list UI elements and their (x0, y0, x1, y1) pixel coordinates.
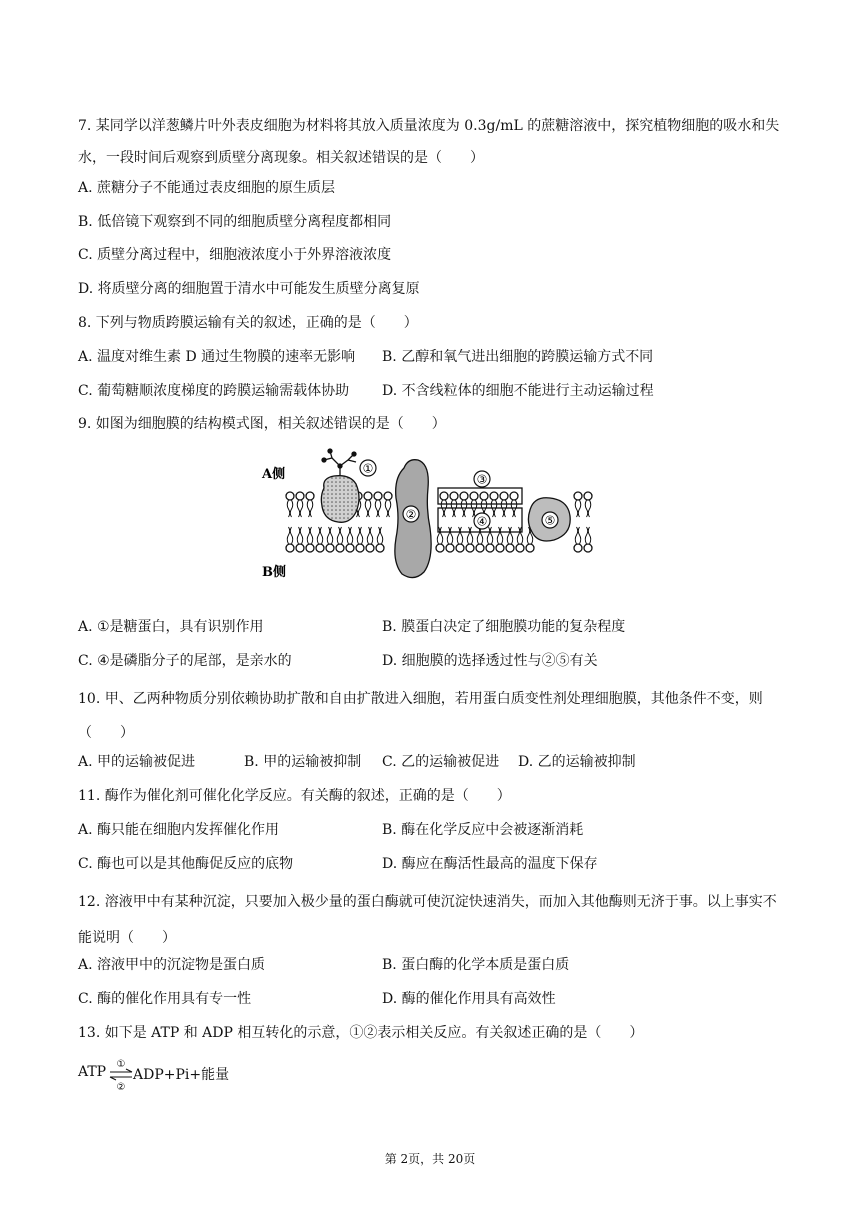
question-11-option-d: D. 酶应在酶活性最高的温度下保存 (382, 856, 598, 872)
cell-membrane-diagram (258, 448, 610, 588)
atp-adp-formula (78, 1058, 278, 1092)
question-7-option-b: B. 低倍镜下观察到不同的细胞质壁分离程度都相同 (78, 214, 392, 230)
question-9-option-b: B. 膜蛋白决定了细胞膜功能的复杂程度 (382, 619, 626, 635)
formula-atp: ATP (78, 1064, 107, 1080)
question-7-option-d: D. 将质壁分离的细胞置于清水中可能发生质壁分离复原 (78, 281, 420, 297)
svg-text:②: ② (405, 507, 417, 522)
question-7-option-c: C. 质壁分离过程中，细胞液浓度小于外界溶液浓度 (78, 247, 392, 263)
question-10-stem: 10. 甲、乙两种物质分别依赖协助扩散和自由扩散进入细胞，若用蛋白质变性剂处理细胞膜，其他条件不变，则（ ） (78, 691, 763, 741)
question-9-stem: 9. 如图为细胞膜的结构模式图，相关叙述错误的是（ ） (78, 416, 446, 432)
question-11-stem: 11. 酶作为催化剂可催化化学反应。有关酶的叙述，正确的是（ ） (78, 788, 511, 804)
question-7-stem: 7. 某同学以洋葱鳞片叶外表皮细胞为材料将其放入质量浓度为 0.3g/mL 的蔗糖溶液中，探究植物细胞的吸水和失水，一段时间后观察到质壁分离现象。相关叙述错误的是（ ） (78, 118, 780, 166)
question-7-option-a: A. 蔗糖分子不能通过表皮细胞的原生质层 (78, 180, 336, 196)
question-11-option-c: C. 酶也可以是其他酶促反应的底物 (78, 856, 294, 872)
svg-text:②: ② (116, 1082, 126, 1092)
sugar-chain (322, 449, 356, 476)
svg-text:④: ④ (476, 514, 488, 529)
svg-text:①: ① (116, 1059, 126, 1070)
question-8-option-c: C. 葡萄糖顺浓度梯度的跨膜运输需载体协助 (78, 383, 350, 399)
formula-adp: ADP+Pi+能量 (133, 1067, 230, 1083)
question-10-option-a: A. 甲的运输被促进 (78, 754, 196, 770)
question-8-option-d: D. 不含线粒体的细胞不能进行主动运输过程 (382, 383, 654, 399)
question-13-stem: 13. 如下是 ATP 和 ADP 相互转化的示意，①②表示相关反应。有关叙述正确的是（ ） (78, 1025, 644, 1041)
label-2-marker (403, 506, 419, 522)
svg-text:⑤: ⑤ (544, 513, 556, 528)
question-12-option-b: B. 蛋白酶的化学本质是蛋白质 (382, 957, 570, 973)
page-footer: 第 2页，共 20页 (384, 1152, 476, 1166)
glycoprotein (321, 476, 359, 523)
label-4-marker (474, 513, 490, 529)
side-b-label: B侧 (262, 565, 286, 580)
question-10-option-c: C. 乙的运输被促进 (382, 754, 500, 770)
label-1-marker (360, 460, 376, 476)
question-12-stem: 12. 溶液甲中有某种沉淀，只要加入极少量的蛋白酶就可使沉淀快速消失，而加入其他酶则无济于事。以上事实不能说明（ ） (78, 894, 777, 946)
question-8-stem: 8. 下列与物质跨膜运输有关的叙述，正确的是（ ） (78, 315, 418, 331)
svg-text:①: ① (362, 461, 374, 476)
question-10-option-d: D. 乙的运输被抑制 (518, 754, 636, 770)
question-9-option-a: A. ①是糖蛋白，具有识别作用 (78, 619, 264, 635)
question-9-option-c: C. ④是磷脂分子的尾部，是亲水的 (78, 653, 292, 669)
question-12-option-a: A. 溶液甲中的沉淀物是蛋白质 (78, 957, 266, 973)
question-11-option-b: B. 酶在化学反应中会被逐渐消耗 (382, 822, 584, 838)
question-11-option-a: A. 酶只能在细胞内发挥催化作用 (78, 822, 280, 838)
question-9-option-d: D. 细胞膜的选择透过性与②⑤有关 (382, 653, 598, 669)
question-8-option-a: A. 温度对维生素 D 通过生物膜的速率无影响 (78, 349, 356, 365)
question-10-option-b: B. 甲的运输被抑制 (244, 754, 362, 770)
question-12-option-c: C. 酶的催化作用具有专一性 (78, 991, 252, 1007)
question-8-option-b: B. 乙醇和氧气进出细胞的跨膜运输方式不同 (382, 349, 654, 365)
side-a-label: A侧 (262, 467, 286, 482)
svg-text:③: ③ (476, 472, 488, 487)
reversible-arrow-icon (108, 1058, 134, 1092)
label-5-marker (542, 512, 558, 528)
question-12-option-d: D. 酶的催化作用具有高效性 (382, 991, 556, 1007)
label-3-marker (474, 471, 490, 487)
